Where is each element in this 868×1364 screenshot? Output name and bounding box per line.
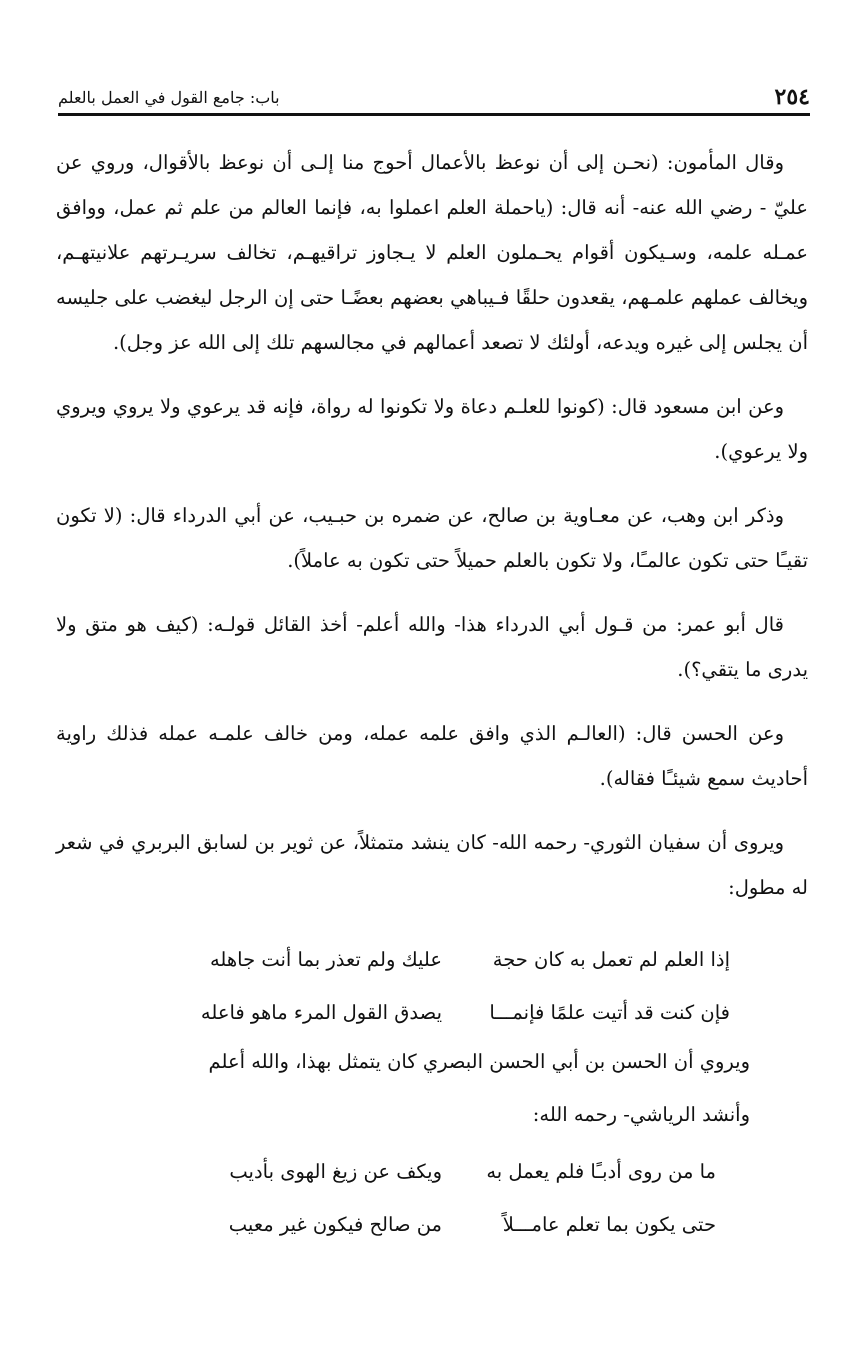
verse-couplet [56,1141,808,1194]
page-body [56,140,808,1247]
page-number: ٢٥٤ [774,84,810,110]
paragraph: وذكر ابن وهب، عن معـاوية بن صالح، عن ضمره بن حبـيب، عن أبي الدرداء قال: (لا تكون تقيـًا حتى تكون عالمـًا، ولا تكون بالعلم حميلاً حتى تكون به عاملاً). [56,504,808,572]
chapter-title: باب: جامع القول في العمل بالعلم [58,88,280,107]
paragraph: وعن ابن مسعود قال: (كونوا للعلـم دعاة ولا تكونوا له رواة، فإنه قد يرعوي ولا يروي ويروي ولا يرعوي). [56,395,808,463]
verse-couplet [56,1194,808,1247]
verse-first-hemistich: ما من روى أدبـًا فلم يعمل به [486,1160,716,1183]
prose-line: وأنشد الرياشي- رحمه الله: [532,1103,750,1126]
verse-first-hemistich: إذا العلم لم تعمل به كان حجة [492,948,730,971]
verse-second-hemistich: ويكف عن زيغ الهوى بأديب [229,1160,442,1183]
paragraph: وعن الحسن قال: (العالـم الذي وافق علمه عمله، ومن خالف علمـه عمله فذلك راوية أحاديث سمع شيئـًا فقاله). [56,722,808,790]
verse-second-hemistich: عليك ولم تعذر بما أنت جاهله [209,948,442,971]
paragraph: وقال المأمون: (نحـن إلى أن نوعظ بالأعمال أحوج منا إلـى أن نوعظ بالأقوال، وروي عن عليّ - رضي الله عنه- أنه قال: (ياحملة العلم اعملوا به، فإنما العالم من علم ثم عمل، ووافق عمـله علمه، وسـيكون أقوام يحـملون العلم لا يـجاوز تراقيهـم، تخالف سريـرتهم علانيتهـم، ويخالف عملهم علمـهم، يقعدون حلقًا فـيباهي بعضهم بعضًـا حتى إن الرجل ليغضب على جليسه أن يجلس إلى غيره ويدعه، أولئك لا تصعد أعمالهم في مجالسهم تلك إلى الله عز وجل). [56,151,808,354]
verse-first-hemistich: حتى يكون بما تعلم عامـــلاً [502,1213,716,1236]
page-header [58,78,810,116]
verse-couplet [56,982,808,1035]
prose-line: ويروي أن الحسن بن أبي الحسن البصري كان يتمثل بهذا، والله أعلم [208,1050,750,1073]
verse-first-hemistich: فإن كنت قد أتيت علمًا فإنمـــا [489,1001,730,1024]
verse-couplet [56,929,808,982]
header-rule [58,113,810,116]
poem-block [56,929,808,1035]
paragraph: قال أبو عمر: من قـول أبي الدرداء هذا- والله أعلم- أخذ القائل قولـه: (كيف هو متق ولا يدرى ما يتقي؟). [56,613,808,681]
verse-second-hemistich: من صالح فيكون غير معيب [228,1213,442,1236]
verse-second-hemistich: يصدق القول المرء ماهو فاعله [200,1001,442,1024]
paragraph: ويروى أن سفيان الثوري- رحمه الله- كان ينشد متمثلاً، عن ثوير بن لسابق البربري في شعر له مطول: [56,831,808,899]
poem-block [56,1141,808,1247]
